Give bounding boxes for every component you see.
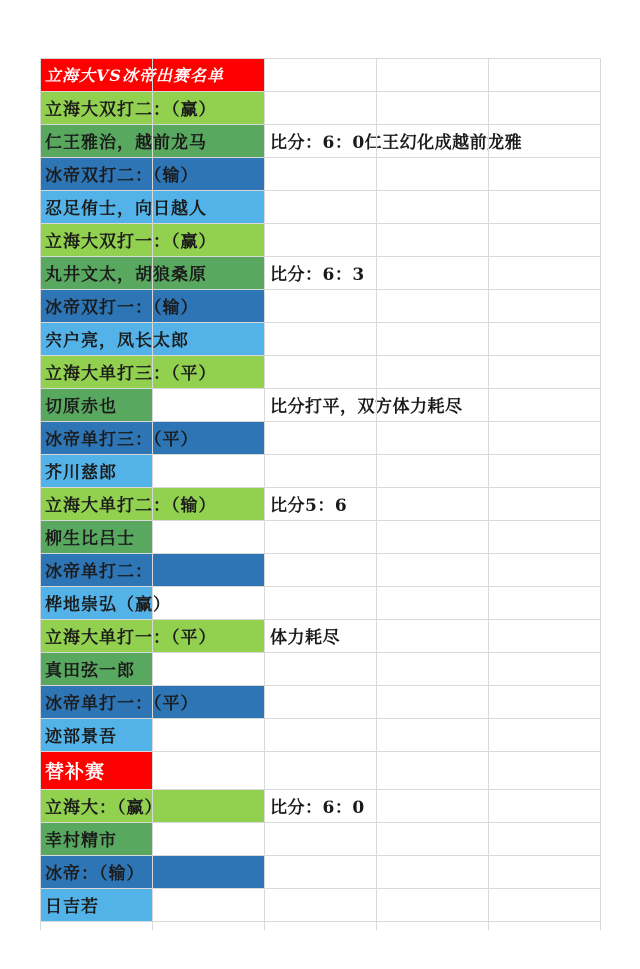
roster-row [40,855,600,888]
row-label: 冰帝单打三：（平） [45,430,199,450]
row-label: 替补赛 [45,760,106,783]
row-label: 迹部景吾 [45,727,117,747]
roster-row [40,520,600,553]
grid-line-horizontal [40,685,600,686]
grid-line-horizontal [40,888,600,889]
grid-line-horizontal [40,322,600,323]
grid-line-horizontal [40,124,600,125]
roster-row [40,322,600,355]
row-label: 立海大双打一：（赢） [45,232,217,252]
sheet-title: 立海大VS冰帝出赛名单 [45,66,224,85]
row-label: 冰帝单打二： [45,562,153,582]
roster-row [40,619,600,652]
grid-line-horizontal [40,190,600,191]
grid-line-vertical [600,58,601,930]
grid-line-horizontal [40,619,600,620]
roster-row [40,355,600,388]
row-score-note: 比分：6：0仁王幻化成越前龙雅 [270,133,523,153]
match-roster-sheet [40,58,600,930]
row-score-note: 体力耗尽 [270,628,340,648]
grid-line-horizontal [40,454,600,455]
row-score-note: 比分打平，双方体力耗尽 [270,397,463,417]
grid-line-horizontal [40,91,600,92]
roster-row [40,822,600,855]
roster-row [40,718,600,751]
roster-row [40,751,600,789]
row-label: 冰帝双打二：（输） [45,166,199,186]
grid-line-vertical [40,58,41,930]
grid-line-horizontal [40,388,600,389]
roster-row [40,223,600,256]
row-label: 幸村精市 [45,831,117,851]
grid-line-vertical [488,58,489,930]
grid-line-vertical [264,58,265,930]
row-label: 立海大：（赢） [45,798,163,818]
row-label: 真田弦一郎 [45,661,135,681]
grid-line-horizontal [40,718,600,719]
grid-line-vertical [152,58,153,930]
row-label: 冰帝：（输） [45,864,145,884]
grid-line-horizontal [40,652,600,653]
row-label: 桦地崇弘（赢） [45,595,171,615]
row-label: 仁王雅治，越前龙马 [45,133,207,153]
roster-row [40,888,600,921]
grid-line-horizontal [40,256,600,257]
row-score-note: 比分：6：3 [270,265,365,285]
grid-line-horizontal [40,789,600,790]
roster-row [40,58,600,91]
roster-row [40,190,600,223]
row-score-note: 比分：6：0 [270,798,365,818]
roster-row [40,91,600,124]
roster-row [40,685,600,718]
grid-line-horizontal [40,751,600,752]
roster-row [40,789,600,822]
grid-line-horizontal [40,520,600,521]
row-label: 切原赤也 [45,397,117,417]
grid-line-horizontal [40,921,600,922]
roster-row [40,652,600,685]
roster-row [40,421,600,454]
grid-line-horizontal [40,421,600,422]
grid-line-horizontal [40,822,600,823]
grid-line-horizontal [40,355,600,356]
row-label: 立海大单打二：（输） [45,496,217,516]
roster-row [40,289,600,322]
row-label: 立海大单打一：（平） [45,628,217,648]
grid-line-horizontal [40,157,600,158]
row-label: 立海大单打三：（平） [45,364,217,384]
grid-line-horizontal [40,586,600,587]
roster-row [40,124,600,157]
roster-row [40,553,600,586]
row-label: 冰帝单打一：（平） [45,694,199,714]
row-score-note: 比分5：6 [270,496,348,516]
grid-line-horizontal [40,855,600,856]
row-label: 芥川慈郎 [45,463,117,483]
grid-line-horizontal [40,487,600,488]
row-label: 忍足侑士，向日越人 [45,199,207,219]
row-label: 柳生比吕士 [45,529,135,549]
roster-row [40,586,600,619]
grid-line-vertical [376,58,377,930]
roster-row [40,454,600,487]
row-label: 丸井文太，胡狼桑原 [45,265,207,285]
grid-line-horizontal [40,289,600,290]
row-label: 日吉若 [45,897,99,917]
row-label: 宍户亮，凤长太郎 [45,331,189,351]
row-label: 立海大双打二：（赢） [45,100,217,120]
grid-line-horizontal [40,223,600,224]
roster-row [40,388,600,421]
grid-line-horizontal [40,58,600,59]
row-label: 冰帝双打一：（输） [45,298,199,318]
roster-row [40,487,600,520]
grid-line-horizontal [40,553,600,554]
roster-row [40,256,600,289]
roster-row [40,157,600,190]
